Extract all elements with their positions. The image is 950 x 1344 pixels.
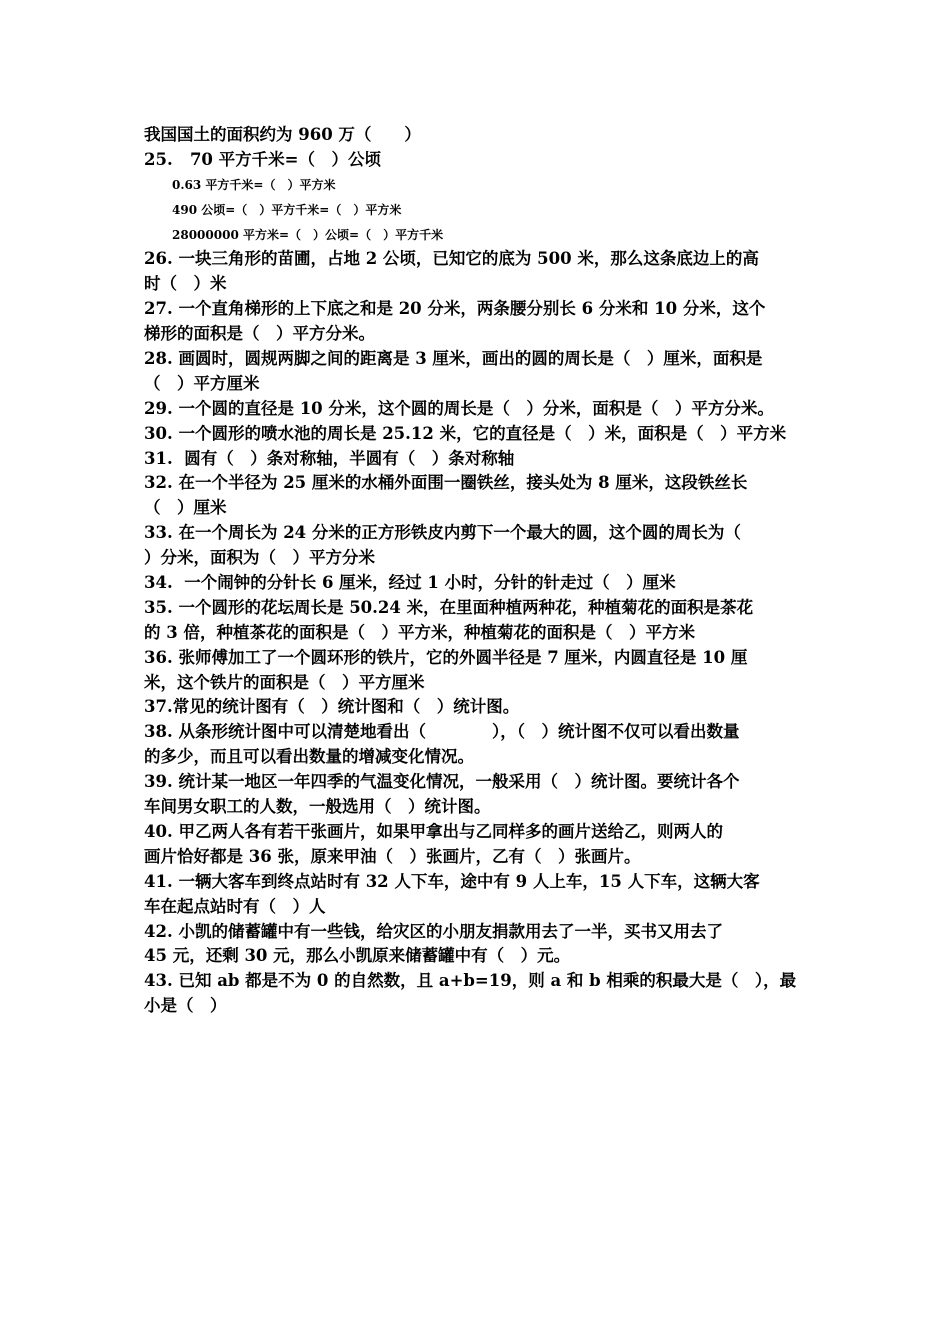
text-line: 40. 甲乙两人各有若干张画片，如果甲拿出与乙同样多的画片送给乙，则两人的: [144, 821, 723, 841]
text-line: 32. 在一个半径为 25 厘米的水桶外面围一圈铁丝，接头处为 8 厘米，这段铁丝长: [144, 473, 748, 493]
text-line: 车在起点站时有（ ）人: [144, 896, 326, 916]
text-line: 31. 圆有（ ）条对称轴，半圆有（ ）条对称轴: [144, 448, 515, 468]
text-line: 38. 从条形统计图中可以清楚地看出（ ），（ ）统计图不仅可以看出数量: [144, 722, 740, 742]
text-line: 28. 画圆时，圆规两脚之间的距离是 3 厘米，画出的圆的周长是（ ）厘米，面积是: [144, 349, 763, 369]
text-line: （ ）厘米: [144, 498, 227, 518]
text-line: 33. 在一个周长为 24 分米的正方形铁皮内剪下一个最大的圆，这个圆的周长为（: [144, 523, 741, 543]
text-line: 的多少，而且可以看出数量的增减变化情况。: [144, 747, 474, 767]
text-line: 45 元，还剩 30 元，那么小凯原来储蓄罐中有（ ）元。: [144, 946, 571, 966]
text-line: 29. 一个圆的直径是 10 分米，这个圆的周长是（ ）分米，面积是（ ）平方分米。: [144, 398, 774, 418]
text-line: 车间男女职工的人数，一般选用（ ）统计图。: [144, 797, 491, 817]
text-line: 35. 一个圆形的花坛周长是 50.24 米，在里面种植两种花，种植菊花的面积是茶花: [144, 597, 754, 617]
question-list: [144, 123, 810, 1019]
text-line: 34. 一个闹钟的分针长 6 厘米，经过 1 小时，分针的针走过（ ）厘米: [144, 573, 676, 593]
text-line: 时（ ）米: [144, 274, 227, 294]
text-line: （ ）平方厘米: [144, 373, 260, 393]
text-line: 27. 一个直角梯形的上下底之和是 20 分米，两条腰分别长 6 分米和 10 分米，这个: [144, 299, 766, 319]
text-line: 28000000 平方米=（ ）公顷=（ ）平方千米: [172, 227, 444, 242]
text-line: 梯形的面积是（ ）平方分米。: [144, 324, 375, 344]
text-line: 41. 一辆大客车到终点站时有 32 人下车，途中有 9 人上车，15 人下车，这辆大客: [144, 871, 760, 891]
text-line: 36. 张师傅加工了一个圆环形的铁片，它的外圆半径是 7 厘米，内圆直径是 10 厘: [144, 647, 748, 667]
text-line: 小是（ ）: [144, 996, 227, 1016]
text-line: 37.常见的统计图有（ ）统计图和（ ）统计图。: [144, 697, 520, 717]
text-line: 画片恰好都是 36 张，原来甲油（ ）张画片，乙有（ ）张画片。: [144, 846, 641, 866]
text-line: 42. 小凯的储蓄罐中有一些钱，给灾区的小朋友捐款用去了一半，买书又用去了: [144, 921, 723, 941]
text-line: 30. 一个圆形的喷水池的周长是 25.12 米，它的直径是（ ）米，面积是（ ）平方米: [144, 423, 787, 443]
text-line: ）分米，面积为（ ）平方分米: [144, 548, 375, 568]
text-line: 26. 一块三角形的苗圃，占地 2 公顷，已知它的底为 500 米，那么这条底边上的高: [144, 249, 759, 269]
text-line: 我国国土的面积约为 960 万（ ）: [144, 125, 421, 144]
text-line: 39. 统计某一地区一年四季的气温变化情况，一般采用（ ）统计图。要统计各个: [144, 772, 740, 792]
text-line: 米，这个铁片的面积是（ ）平方厘米: [144, 672, 425, 692]
text-line: 的 3 倍，种植茶花的面积是（ ）平方米，种植菊花的面积是（ ）平方米: [144, 622, 695, 642]
text-line: 0.63 平方千米=（ ）平方米: [172, 177, 336, 192]
text-line: 490 公顷=（ ）平方千米=（ ）平方米: [172, 202, 402, 217]
text-line: 25. 70 平方千米=（ ）公顷: [144, 149, 381, 169]
text-line: 43. 已知 ab 都是不为 0 的自然数，且 a+b=19，则 a 和 b 相乘的积最大是（ ），最: [144, 971, 797, 991]
